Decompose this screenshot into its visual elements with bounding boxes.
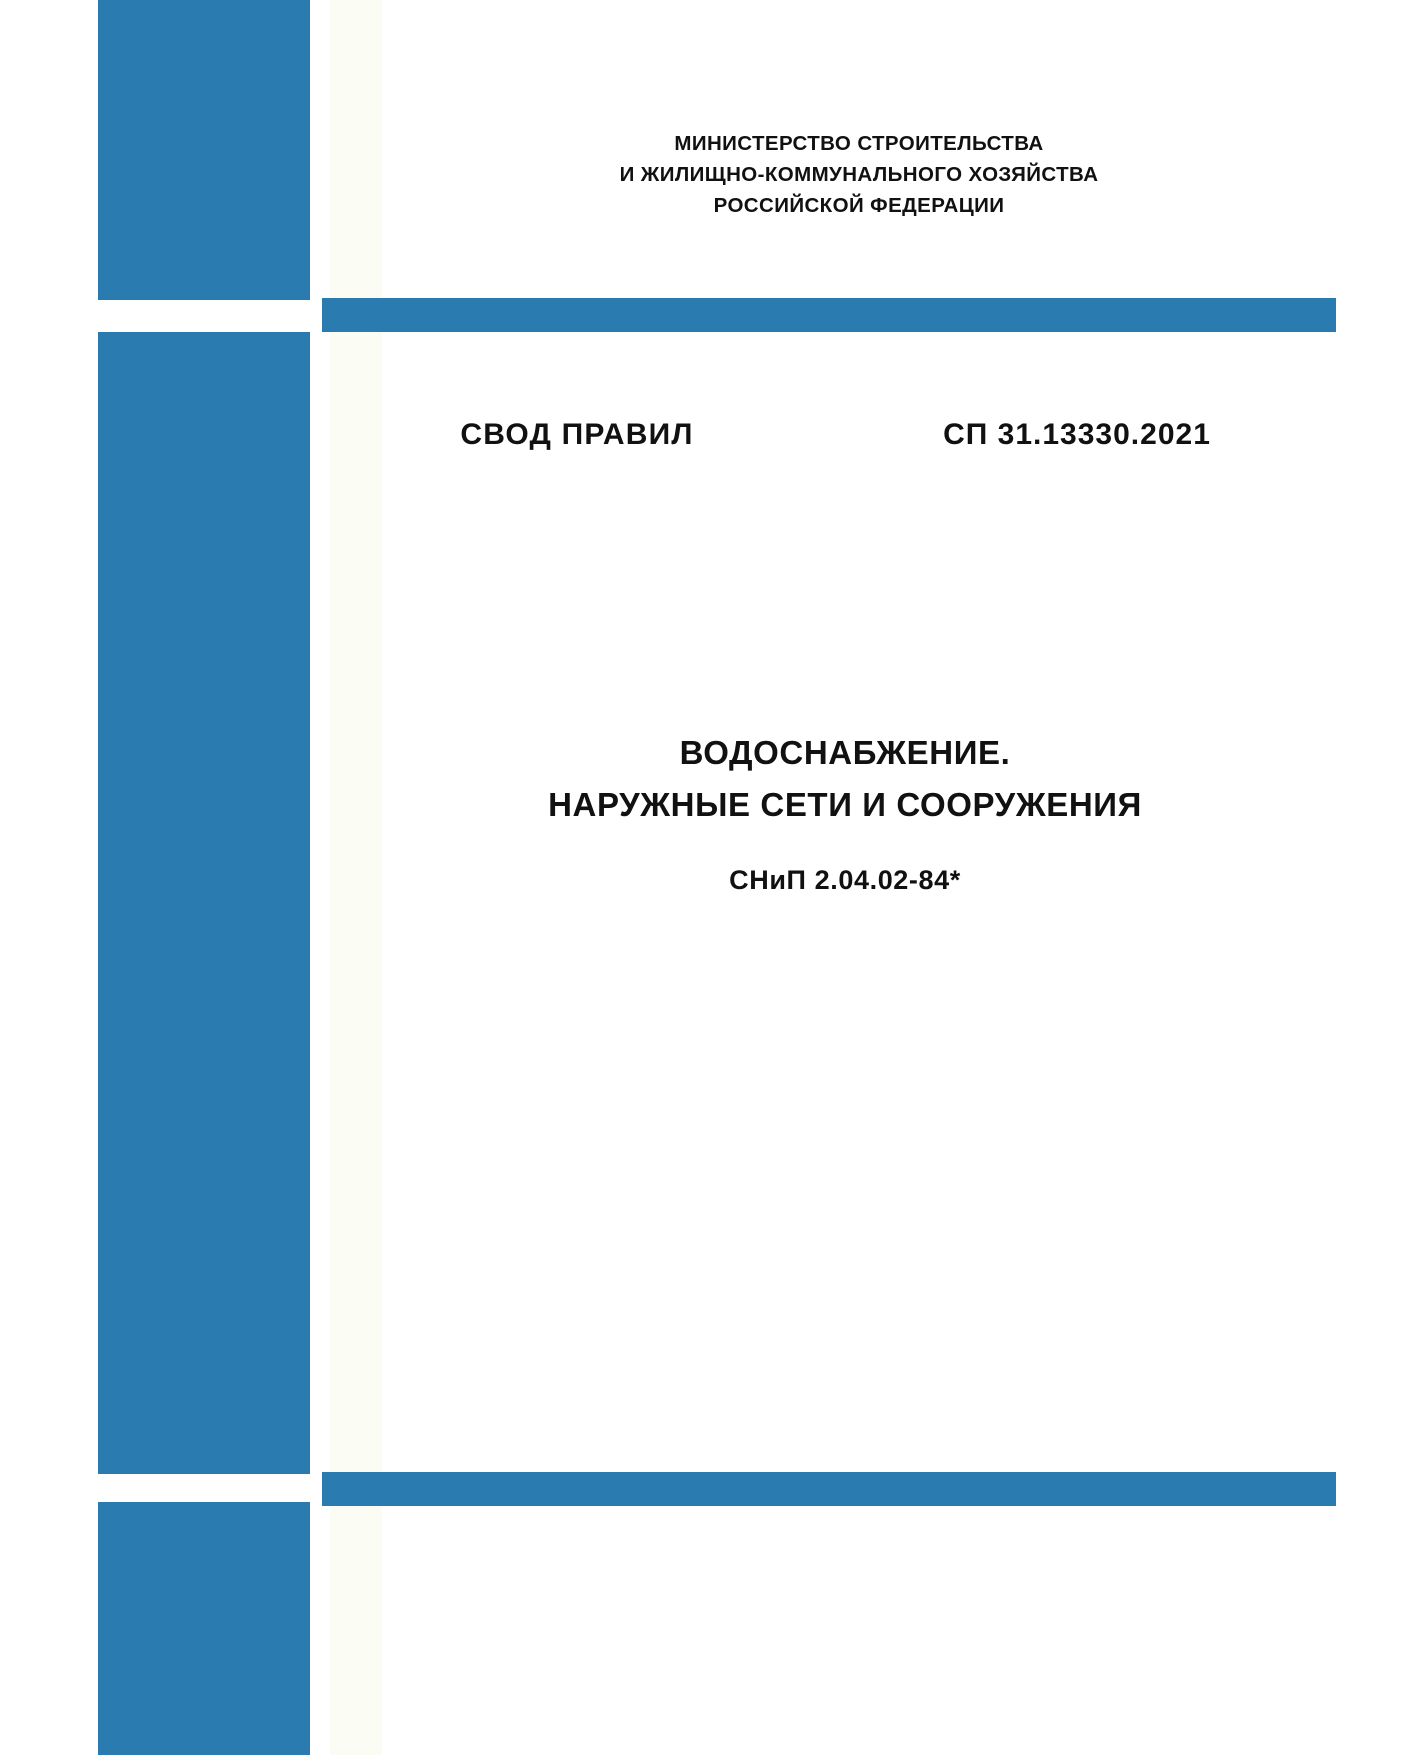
page-title <box>340 727 1350 831</box>
top-horizontal-rule <box>322 298 1336 332</box>
ministry-line-2: И ЖИЛИЩНО-КОММУНАЛЬНОГО ХОЗЯЙСТВА <box>619 163 1099 187</box>
left-accent-bar-bottom <box>98 1502 310 1755</box>
standard-code-row <box>382 418 1382 452</box>
page-title-line-2: НАРУЖНЫЕ СЕТИ И СООРУЖЕНИЯ <box>548 786 1142 824</box>
ministry-line-1: МИНИСТЕРСТВО СТРОИТЕЛЬСТВА <box>674 132 1044 155</box>
bottom-horizontal-rule <box>322 1472 1336 1506</box>
page-subtitle: СНиП 2.04.02-84* <box>729 865 961 895</box>
ministry-line-3: РОССИЙСКОЙ ФЕДЕРАЦИИ <box>713 194 1005 218</box>
page-title-line-1: ВОДОСНАБЖЕНИЕ. <box>679 734 1011 771</box>
standard-code-number: СП 31.13330.2021 <box>943 418 1211 451</box>
left-accent-bar-middle <box>98 332 310 1474</box>
standard-type-label: СВОД ПРАВИЛ <box>460 418 694 451</box>
ministry-heading <box>382 128 1336 221</box>
left-accent-bar-top <box>98 0 310 300</box>
